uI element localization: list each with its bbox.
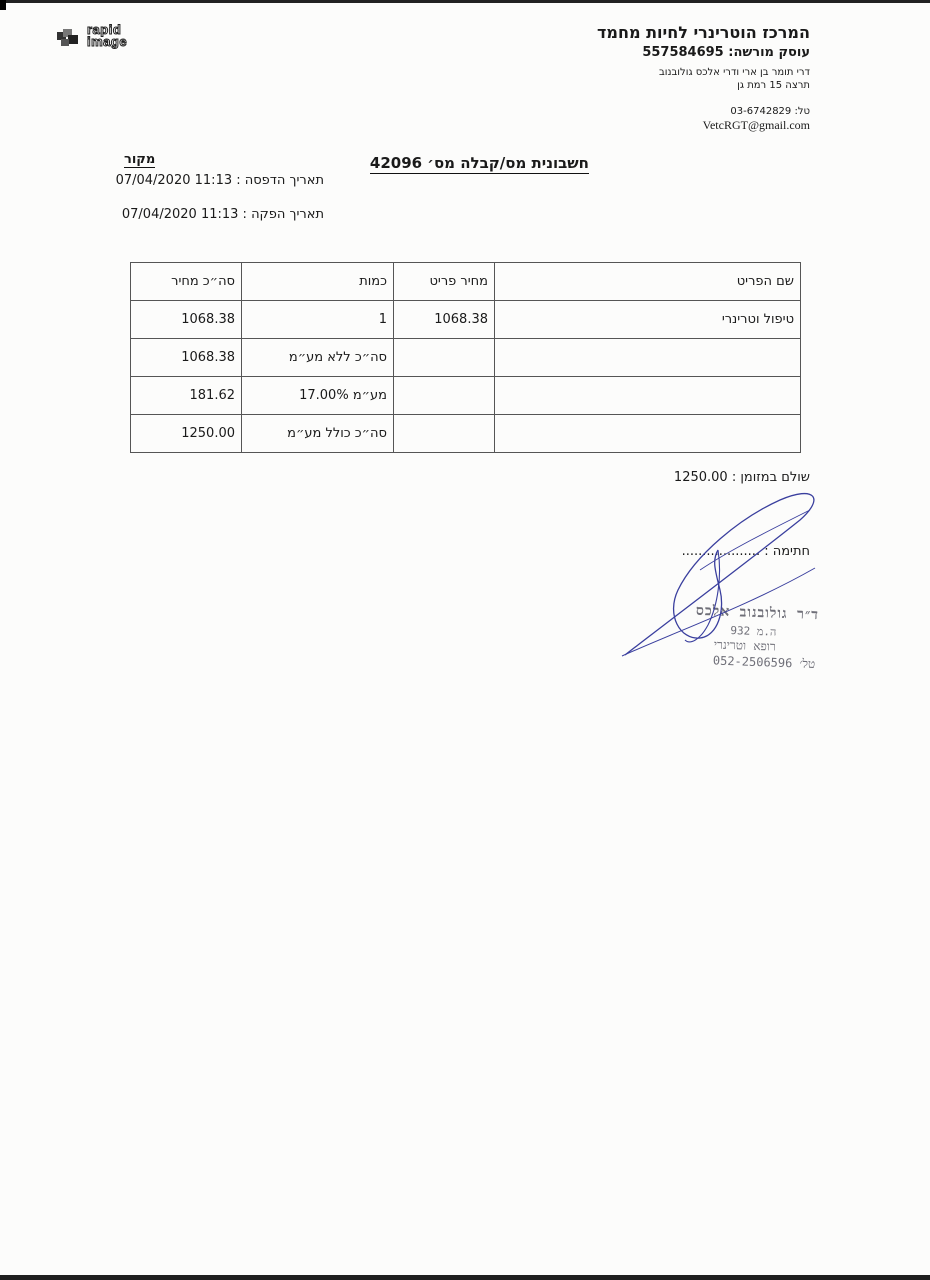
header-item-name: שם הפריט	[495, 263, 801, 301]
document-title: חשבונית מס/קבלה מס׳ 42096	[369, 154, 589, 172]
logo-mark-icon	[57, 29, 79, 47]
invoice-table	[130, 262, 801, 453]
item-name: טיפול וטרינרי	[495, 301, 801, 339]
summary-row-vat	[131, 377, 801, 415]
dealer-number: עוסק מורשה: 557584695	[642, 45, 810, 60]
paid-cash-line: שולם במזומן : 1250.00	[673, 470, 810, 485]
handwritten-signature	[600, 480, 830, 670]
phone-line: טל: 03-6742829	[730, 106, 810, 117]
doctors-line: דרי תומר בן ארי ודרי אלכס גולובנוב	[659, 67, 810, 78]
copy-label: מקור	[124, 152, 156, 167]
scan-corner-mark	[0, 0, 6, 10]
header-total: סה״כ מחיר	[131, 263, 242, 301]
clinic-name: המרכז הוטרינרי לחיות מחמד	[596, 23, 810, 42]
scan-edge-bottom	[0, 1275, 930, 1280]
stamp-phone: טל׳ 052-2506596	[712, 653, 816, 672]
header-item-price: מחיר פריט	[394, 263, 495, 301]
table-header-row	[131, 263, 801, 301]
summary-row-total	[131, 415, 801, 453]
stamp-name: ד״ר גולובנוב אלכס	[695, 602, 820, 624]
vat-label: מע״מ 17.00%	[242, 377, 394, 415]
vat-value: 181.62	[131, 377, 242, 415]
item-quantity: 1	[242, 301, 394, 339]
rapid-image-logo	[57, 22, 152, 51]
summary-row-subtotal	[131, 339, 801, 377]
subtotal-label: סה״כ ללא מע״מ	[242, 339, 394, 377]
stamp-title: רופא וטרינרי	[713, 637, 777, 654]
logo-text: rapid image	[87, 22, 128, 49]
header-quantity: כמות	[242, 263, 394, 301]
signature-label: חתימה : ...................	[681, 544, 810, 559]
grand-total-label: סה״כ כולל מע״מ	[242, 415, 394, 453]
subtotal-value: 1068.38	[131, 339, 242, 377]
issue-date: תאריך הפקה : 11:13 07/04/2020	[121, 207, 324, 222]
stamp-license: ה.מ 932	[730, 624, 777, 639]
table-row	[131, 301, 801, 339]
item-price: 1068.38	[394, 301, 495, 339]
email-line: VetcRGT@gmail.com	[702, 118, 810, 132]
scan-edge-top	[0, 0, 930, 3]
grand-total-value: 1250.00	[131, 415, 242, 453]
print-date: תאריך הדפסה : 11:13 07/04/2020	[115, 173, 324, 188]
address-line: תרצה 15 רמת גן	[737, 80, 810, 91]
item-total: 1068.38	[131, 301, 242, 339]
